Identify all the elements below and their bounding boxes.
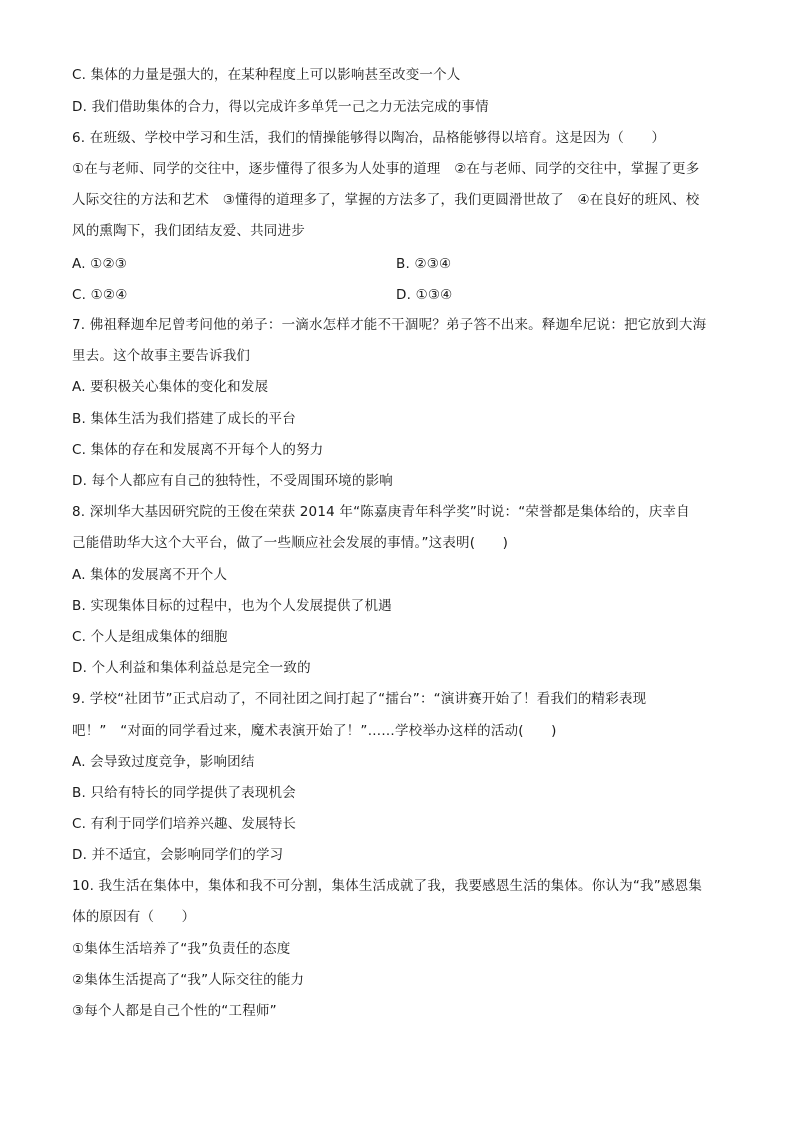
q8-option-b: B. 实现集体目标的过程中，也为个人发展提供了机遇 — [72, 598, 392, 614]
q10-statement-2: ②集体生活提高了“我”人际交往的能力 — [72, 972, 305, 988]
q10-stem-line-1: 10. 我生活在集体中，集体和我不可分割，集体生活成就了我，我要感恩生活的集体。你认为“我”感恩集 — [72, 878, 703, 894]
q5-option-d: D. 我们借助集体的合力，得以完成许多单凭一己之力无法完成的事情 — [72, 99, 489, 115]
q6-stem: 6. 在班级、学校中学习和生活，我们的情操能够得以陶冶，品格能够得以培育。这是因为（ ） — [72, 130, 666, 146]
q7-option-a: A. 要积极关心集体的变化和发展 — [72, 379, 269, 395]
q6-option-d: D. ①③④ — [396, 287, 453, 303]
q6-statements-line-2: 人际交往的方法和艺术 ③懂得的道理多了，掌握的方法多了，我们更圆滑世故了 ④在良好的班风、校 — [72, 192, 700, 208]
q6-option-b: B. ②③④ — [396, 256, 452, 272]
q6-option-a: A. ①②③ — [72, 256, 128, 272]
q7-option-d: D. 每个人都应有自己的独特性，不受周围环境的影响 — [72, 473, 393, 489]
q10-statement-1: ①集体生活培养了“我”负责任的态度 — [72, 941, 291, 957]
q7-stem-line-1: 7. 佛祖释迦牟尼曾考问他的弟子：一滴水怎样才能不干涸呢？弟子答不出来。释迦牟尼说：把它放到大海 — [72, 317, 707, 333]
q9-option-d: D. 并不适宜，会影响同学们的学习 — [72, 847, 284, 863]
q8-option-c: C. 个人是组成集体的细胞 — [72, 629, 228, 645]
q10-stem-line-2: 体的原因有（ ） — [72, 909, 196, 925]
q7-option-c: C. 集体的存在和发展离不开每个人的努力 — [72, 442, 324, 458]
q9-option-c: C. 有利于同学们培养兴趣、发展特长 — [72, 816, 297, 832]
q9-option-a: A. 会导致过度竞争，影响团结 — [72, 754, 255, 770]
q7-stem-line-2: 里去。这个故事主要告诉我们 — [72, 348, 251, 364]
q6-statements-line-3: 风的熏陶下，我们团结友爱、共同进步 — [72, 223, 305, 239]
q9-stem-line-2: 吧！” “对面的同学看过来，魔术表演开始了！”……学校举办这样的活动( ) — [72, 723, 557, 739]
q6-option-c: C. ①②④ — [72, 287, 128, 303]
q10-statement-3: ③每个人都是自己个性的“工程师” — [72, 1003, 277, 1019]
q8-option-a: A. 集体的发展离不开个人 — [72, 567, 228, 583]
q6-statements-line-1: ①在与老师、同学的交往中，逐步懂得了很多为人处事的道理 ②在与老师、同学的交往中，掌握了更多 — [72, 161, 700, 177]
q5-option-c: C. 集体的力量是强大的，在某种程度上可以影响甚至改变一个人 — [72, 67, 461, 83]
q8-stem-line-2: 己能借助华大这个大平台，做了一些顺应社会发展的事情。”这表明( ) — [72, 535, 509, 551]
q9-stem-line-1: 9. 学校“社团节”正式启动了，不同社团之间打起了“擂台”：“演讲赛开始了！看我们的精彩表现 — [72, 691, 647, 707]
q9-option-b: B. 只给有特长的同学提供了表现机会 — [72, 785, 296, 801]
q8-stem-line-1: 8. 深圳华大基因研究院的王俊在荣获 2014 年“陈嘉庚青年科学奖”时说：“荣誉都是集体给的，庆幸自 — [72, 504, 690, 520]
q8-option-d: D. 个人利益和集体利益总是完全一致的 — [72, 660, 311, 676]
q7-option-b: B. 集体生活为我们搭建了成长的平台 — [72, 411, 296, 427]
